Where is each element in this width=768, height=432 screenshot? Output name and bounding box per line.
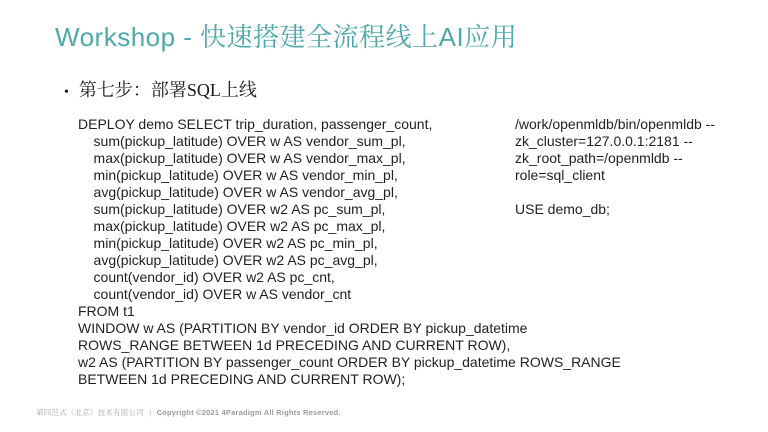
footer-separator: |: [149, 408, 152, 417]
bullet-marker: •: [64, 85, 69, 100]
sql-code-line: min(pickup_latitude) OVER w2 AS pc_min_pl,: [78, 235, 378, 251]
sql-code-line: BETWEEN 1d PRECEDING AND CURRENT ROW);: [78, 371, 406, 387]
sql-code-line: avg(pickup_latitude) OVER w2 AS pc_avg_pl,: [78, 252, 378, 268]
cli-code-line: role=sql_client: [515, 167, 605, 183]
sql-code-line: count(vendor_id) OVER w AS vendor_cnt: [78, 286, 352, 302]
step-heading: 第七步：部署SQL上线: [78, 80, 257, 100]
sql-code-line: sum(pickup_latitude) OVER w AS vendor_sum_pl,: [78, 133, 406, 149]
footer-company: 第四范式（北京）技术有限公司: [36, 408, 144, 417]
sql-code-line: FROM t1: [78, 303, 135, 319]
cli-code-line: [515, 184, 760, 201]
sql-code-line: w2 AS (PARTITION BY passenger_count ORDER BY pickup_datetime ROWS_RANGE: [78, 354, 621, 370]
slide-title: Workshop - 快速搭建全流程线上AI应用: [55, 22, 518, 52]
footer: [36, 407, 341, 418]
cli-code-line: /work/openmldb/bin/openmldb --: [515, 116, 715, 132]
sql-code-line: DEPLOY demo SELECT trip_duration, passenger_count,: [78, 116, 433, 132]
cli-code-line: zk_cluster=127.0.0.1:2181 --: [515, 133, 693, 149]
sql-code-line: min(pickup_latitude) OVER w AS vendor_min_pl,: [78, 167, 398, 183]
step-bullet-row: [64, 76, 257, 102]
sql-code-line: max(pickup_latitude) OVER w AS vendor_max_pl,: [78, 150, 406, 166]
sql-code-line: max(pickup_latitude) OVER w2 AS pc_max_pl,: [78, 218, 386, 234]
sql-code-line: WINDOW w AS (PARTITION BY vendor_id ORDER BY pickup_datetime: [78, 320, 528, 336]
sql-code-line: avg(pickup_latitude) OVER w AS vendor_avg_pl,: [78, 184, 398, 200]
cli-code-line: zk_root_path=/openmldb --: [515, 150, 683, 166]
cli-code-line: USE demo_db;: [515, 201, 610, 217]
footer-copyright: Copyright ©2021 4Paradigm All Rights Reserved.: [156, 408, 341, 417]
cli-code-block: [515, 116, 760, 218]
sql-code-line: count(vendor_id) OVER w2 AS pc_cnt,: [78, 269, 335, 285]
sql-code-line: sum(pickup_latitude) OVER w2 AS pc_sum_pl,: [78, 201, 386, 217]
sql-code-line: ROWS_RANGE BETWEEN 1d PRECEDING AND CURRENT ROW),: [78, 337, 511, 353]
